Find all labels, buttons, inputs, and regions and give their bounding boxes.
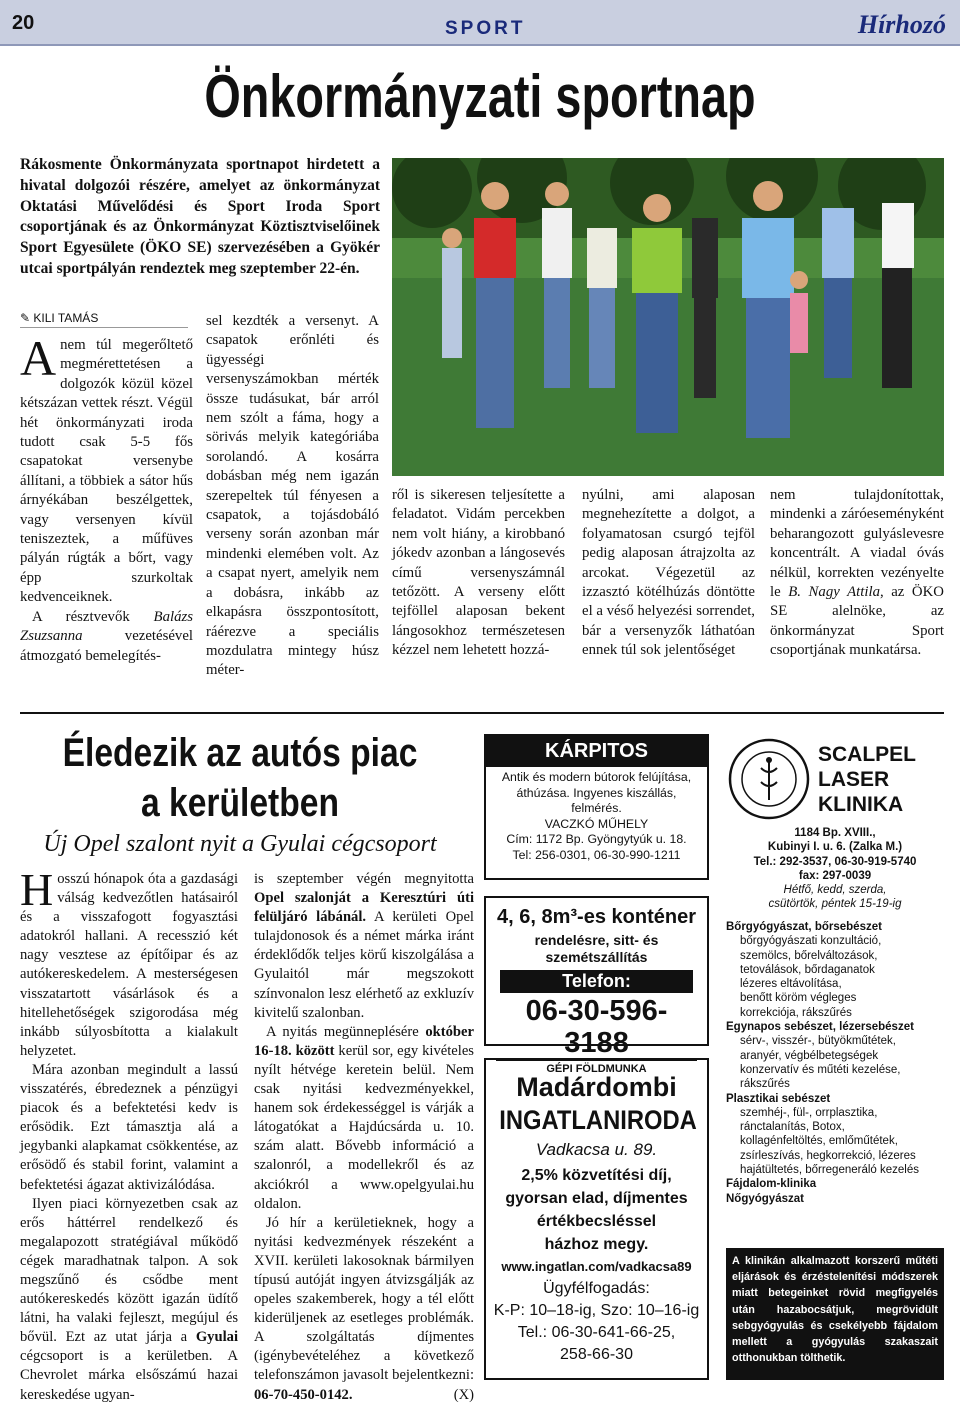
column-text: A nyitás megünneplésére xyxy=(266,1023,426,1040)
article-photo xyxy=(392,158,944,476)
ad-line: 258-66-30 xyxy=(560,1346,633,1363)
ad-body xyxy=(486,767,707,863)
article-column-2: sel kezdték a versenyt. A csapatok erőnléti és ügyességi versenyszámokban mérték össze tudásukat, bár arról nem szólt a fáma, hogy a sörivás melyik kategóriába sorolandó. A kosárra dobásban még nem igazán szerepeltek túl fényesen a csapatok, a tojásdobáló verseny során azonban már mindenki elemében volt. Az a csapat nyert, amelyik nem a dobásra, inkább az elkapásra összpontosított, ráérezve a speciális mozdulatra mintegy húsz méter- xyxy=(206,313,379,679)
clinic-seal-icon xyxy=(728,738,810,820)
service-item: lézeres eltávolítása, xyxy=(740,978,842,991)
author-byline xyxy=(20,311,188,328)
column-text: vezetésével átmozgató bemelegítés- xyxy=(20,628,193,664)
clinic-name-line: SCALPEL xyxy=(818,743,917,766)
service-heading: Egynapos sebészet, lézersebészet xyxy=(726,1021,914,1034)
column-text: A kerületi Opel tulajdonosok és a német márka iránt érdeklődők teljes körű kiszolgálása a Gyulaitól már megszokott színvonalon lesz elérhető az exkluzív kivitelű szalonban. xyxy=(254,909,474,1021)
website-link[interactable]: www.ingatlan.com/vadkacsa89 xyxy=(501,1259,692,1274)
phone-label: Telefon: xyxy=(500,970,693,993)
phone-number: 06-30-596-3188 xyxy=(496,995,697,1061)
ad-line: szemétszállítás xyxy=(545,949,648,965)
ad-title: 4, 6, 8m³-es konténer xyxy=(497,906,696,928)
service-item: konzervatív és műtéti kezelése, xyxy=(740,1063,901,1076)
service-heading: Bőrgyógyászat, bőrsebészet xyxy=(726,921,882,933)
ad-line: VACZKÓ MŰHELY xyxy=(544,816,649,831)
author-name: KILI TAMÁS xyxy=(33,311,99,325)
service-heading: Fájdalom-klinika xyxy=(726,1178,817,1191)
ad-body xyxy=(486,932,707,966)
service-item: bőrgyógyászati konzultáció, xyxy=(740,935,882,948)
service-item: rákszűrés xyxy=(740,1078,790,1091)
person-name: B. Nagy Attila xyxy=(788,584,880,601)
highlight-text: Opel szalonját a Keresztúri úti felüljáró lábánál. xyxy=(254,890,474,926)
column-text: kerül sor, egy kivételes nyílt hétvége keretein belül. Nem csak nyitási kedvezményekkel, hanem sok érdekességgel is várják a látogatókat a Hajdúcsárda u. 10. szám alatt. Bővebb információ a szalonról, a modellekről és az akciókról a www.opelgyulai.hu oldalon. xyxy=(254,1042,474,1212)
column-text: Jó hír a kerületieknek, hogy a nyitási kedvezmények részeként a XVII. kerületi lakosoknak bármilyen típusú autóját ingyen átvizsgálják az opeles szakemberek, hogy a tél előtt kiderüljenek az esetleges problémák. A szolgáltatás díjmentes (igénybevételéhez a következő telefonszámon javasolt bejelentkezni: xyxy=(254,1214,474,1384)
clinic-phone: Tel.: 292-3537, 06-30-919-5740 xyxy=(753,855,917,868)
upholstery-ad xyxy=(484,734,709,880)
article2-subtitle: Új Opel szalont nyit a Gyulai cégcsoport xyxy=(43,831,437,857)
ad-line: Cím: 1172 Bp. Gyöngytyúk u. 18. xyxy=(506,832,687,846)
ad-line: gyorsan elad, díjmentes xyxy=(505,1190,688,1207)
article-column-5 xyxy=(770,486,944,661)
column-text: A résztvevők xyxy=(32,608,154,625)
section-divider xyxy=(20,712,944,714)
column-text: is szeptember végén megnyitotta xyxy=(254,871,474,887)
headline-line-2: a kerületben xyxy=(141,781,339,825)
article2-column-2 xyxy=(254,870,474,1405)
column-text: Mára azonban megindult a lassú visszatérés, ébredeznek a pénzügyi piacok és a befektetési kedv is erősödik. Ezt támasztja alá a jegybanki alapkamat csökkentése, az erősödő és stabil forint, valamint a befektetési ágazat aktivizálódása. xyxy=(20,1061,238,1193)
drop-cap: A xyxy=(20,330,57,386)
ad-line: házhoz megy. xyxy=(544,1236,649,1253)
service-item: szemölcs, bőrelváltozások, xyxy=(740,949,878,962)
ad-line: Antik és modern bútorok felújítása, xyxy=(501,770,692,784)
service-heading: Plasztikai sebészet xyxy=(726,1092,831,1105)
person-name: Balázs Zsuzsanna xyxy=(20,608,193,645)
clinic-hours: Hétfő, kedd, szerda, xyxy=(783,884,887,897)
clinic-address: 1184 Bp. XVIII., xyxy=(794,827,876,839)
headline-line-1: Éledezik az autós piac xyxy=(62,731,418,775)
section-title: SPORT xyxy=(445,18,526,39)
container-ad xyxy=(484,896,709,1075)
real-estate-ad xyxy=(484,1058,709,1380)
column-text: , az ÖKO SE alelnöke, az önkormányzat Sport csoportjának munkatársa. xyxy=(770,584,944,659)
service-item: hajátültetés, bőrregeneráló kezelés xyxy=(740,1164,920,1177)
ad-address: Vadkacsa u. 89. xyxy=(535,1140,658,1159)
clinic-name-line: KLINIKA xyxy=(818,793,904,816)
ad-line: felmérés. xyxy=(571,801,622,815)
service-item: szemhéj-, fül-, orrplasztika, xyxy=(740,1106,878,1119)
service-item: kollagénfeltöltés, emlőműtétek, xyxy=(740,1135,898,1148)
ad-title: INGATLANIRODA xyxy=(499,1105,697,1135)
clinic-fax: fax: 297-0039 xyxy=(798,869,872,882)
service-heading: Nőgyógyászat xyxy=(726,1192,804,1205)
article2-headline xyxy=(55,728,425,828)
service-item: benőtt köröm végleges xyxy=(740,992,857,1005)
article2-column-1 xyxy=(20,864,238,1405)
drop-cap: H xyxy=(20,864,54,915)
ad-line: áthúzása. Ingyenes kiszállás, xyxy=(516,785,677,800)
article-column-4: nyúlni, ami alaposan megnehezítette a dolgot, a folyamatosan csurgó tejföl pedig alaposan átrajzolta az arcokat. Végezetül az izzasztó kötélhúzás döntötte el a véső helyezési sorrendet, bár a versenyzők láthatóan ennek túl sok jelentőséget xyxy=(582,487,755,659)
clinic-address: Kubinyi I. u. 6. (Zalka M.) xyxy=(767,841,903,854)
clinic-name xyxy=(818,742,916,817)
clinic-hours: csütörtök, péntek 15-19-ig xyxy=(768,898,902,911)
column-text: osszú hónapok óta a gazdasági válság kedvezőtlen hatásairól és a visszafogott fogyasztási adatokról hallani. A recesszió két nagy vesztese az építőipar és az autókereskedelem. A mesterségesen visszatartott vásárlások és a hitellehetőségek szigorodása még inkább súlyosbította a kialakult helyzetet. xyxy=(20,871,238,1059)
service-item: zsírleszívás, hegkorrekció, lézeres xyxy=(740,1149,916,1162)
ad-line: Tel: 256-0301, 06-30-990-1211 xyxy=(512,847,681,862)
article-headline: Önkormányzati sportnap xyxy=(204,63,756,130)
sports-day-photo xyxy=(392,158,944,476)
article-column-3: ről is sikeresen teljesítette a feladatot. Vidám percekben nem volt hiány, a kirobbanó jókedv azonban a lángosevés című versenyszámnál tetőzött. A verseny előtt tejföllel alaposan bekent lángosokhoz természetesen kézzel nem lehetett hozzá- xyxy=(392,487,565,659)
ad-line: rendelésre, sitt- és xyxy=(534,932,659,948)
ad-body xyxy=(486,1164,707,1256)
clinic-ad xyxy=(726,734,944,1380)
pen-icon: ✎ xyxy=(20,311,31,325)
ad-line: értékbecsléssel xyxy=(536,1213,657,1230)
article-column-1 xyxy=(20,330,193,666)
page-number: 20 xyxy=(12,12,35,34)
column-text: cégcsoport is a kerületben. A Chevrolet márka elsőszámú hazai kereskedése ugyan- xyxy=(20,1348,238,1403)
clinic-name-line: LASER xyxy=(818,768,890,791)
phone-number: 06-70-450-0142. xyxy=(254,1386,353,1403)
ad-line: 2,5% közvetítési díj, xyxy=(521,1167,672,1184)
company-name: Gyulai xyxy=(195,1329,238,1346)
highlight-text: október 16-18. között xyxy=(254,1023,474,1059)
ad-footer: GÉPI FÖLDMUNKA xyxy=(546,1063,647,1075)
service-item: ránctalanítás, Botox, xyxy=(740,1121,845,1134)
advertorial-mark: (X) xyxy=(453,1386,474,1403)
service-item: tetoválások, bőrdaganatok xyxy=(740,963,875,976)
clinic-contact xyxy=(726,826,944,912)
ad-title: KÁRPITOS xyxy=(486,736,707,767)
service-item: sérv-, visszér-, bütyökműtétek, xyxy=(740,1035,896,1048)
ad-title: Madárdombi xyxy=(516,1072,677,1102)
ad-line: Ügyfélfogadás: xyxy=(543,1280,650,1297)
ad-line: Tel.: 06-30-641-66-25, xyxy=(517,1324,676,1341)
service-item: korrekciója, rákszűrés xyxy=(740,1006,852,1019)
clinic-footer: A klinikán alkalmazott korszerű műtéti eljárások és érzéstelenítési módszerek miatt betegeinket rövid megfigyelés után hazabocsátjuk, megrövidült sebgyógyulás és csekélyebb fájdalom mellett a gyógyulás szakaszait otthonukban tölthetik. xyxy=(726,1248,944,1380)
ad-line: K-P: 10–18-ig, Szo: 10–16-ig xyxy=(493,1302,700,1319)
clinic-services xyxy=(726,920,944,1206)
column-text: nem túl megerőltető megmérettetésen a dolgozók közül közel kétszázan vettek részt. Végül hét önkormányzati iroda tudott csak 5-5 fős csapatokat versenybe állítani, a többiek a sátor hűs árnyékában beszélgettek, vagy versenyen kívül teniszeztek, a műfüves pályán rúgták a bőrt, vagy épp szurkoltak kedvenceiknek. xyxy=(20,337,193,606)
clinic-logo xyxy=(728,738,810,820)
column-text: Ilyen piaci környezetben csak az erős háttérrel rendelkező és megalapozott stratégiával működő cégek maradhatnak talpon. A sok megszűnő és csődbe ment autókereskedés között igazán üdítő látni, ha valaki fejleszt, megújul és bővül. Ezt az utat járja a xyxy=(20,1195,238,1346)
publication-logo: Hírhozó xyxy=(857,10,946,39)
article-lead: Rákosmente Önkormányzata sportnapot hirdetett a hivatal dolgozói részére, amelyet az önkormányzat Oktatási Művelődési és Sport Iroda Sport csoportjának és az Önkormányzat Köztisztviselőinek Sport Egyesülete (ÖKO SE) szervezésében a Gyökér utcai sportpályán rendeztek meg szeptember 22-én. xyxy=(20,156,380,277)
column-text: nem tulajdonítottak, mindenki a záróeseményként beharangozott gulyáslevesre koncentrált. A viadal óvás nélkül, korrekten vezényelte le xyxy=(770,487,944,601)
service-item: aranyér, végbélbetegségek xyxy=(740,1049,879,1062)
ad-hours xyxy=(486,1278,707,1366)
